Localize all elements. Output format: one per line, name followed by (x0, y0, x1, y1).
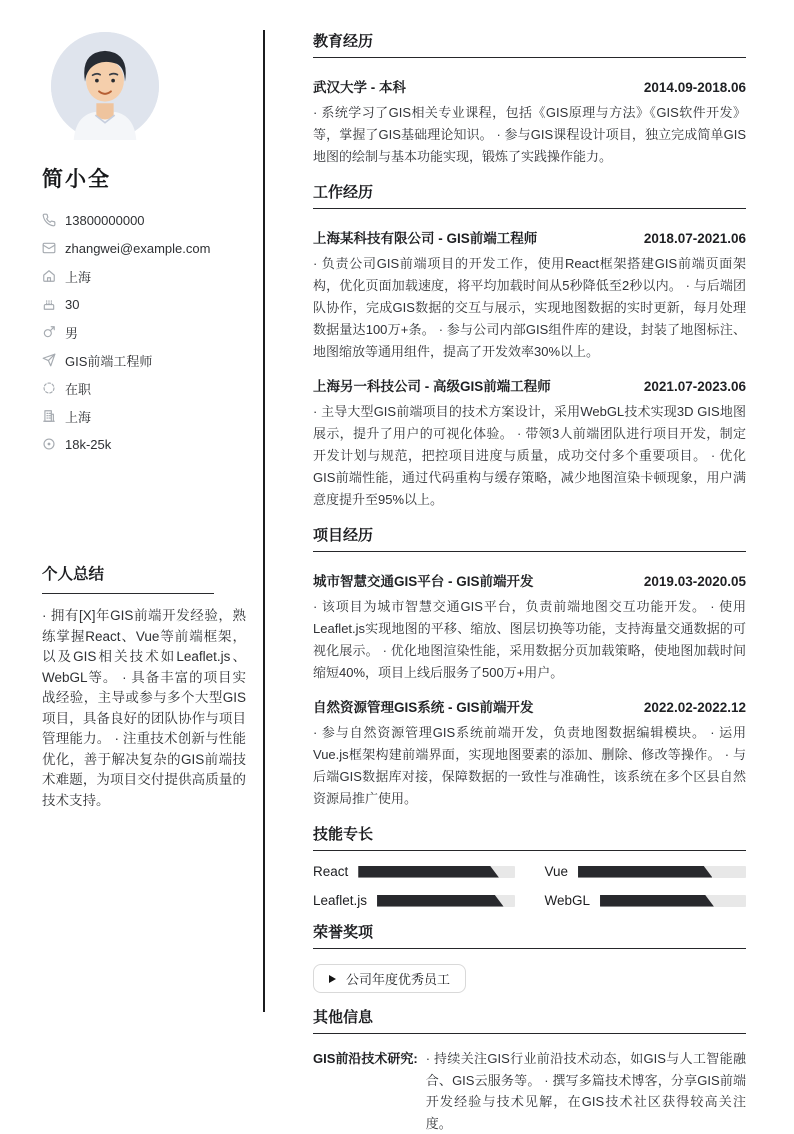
home-icon (42, 269, 56, 283)
phone-icon (42, 213, 56, 227)
cake-icon (42, 297, 56, 311)
skill-webgl (545, 893, 747, 908)
projects-title: 项目经历 (313, 526, 746, 552)
honors-title: 荣誉奖项 (313, 923, 746, 949)
education-entry (313, 76, 746, 168)
work-title: 工作经历 (313, 183, 746, 209)
education-entry-desc: · 系统学习了GIS相关专业课程，包括《GIS原理与方法》《GIS软件开发》等，掌握了GIS基础理论知识。 · 参与GIS课程设计项目，独立完成简单GIS地图的绘制与基本功能实现，锻炼了实践操作能力。 (313, 105, 746, 164)
skill-bar (377, 895, 514, 907)
work-section (313, 183, 746, 511)
contact-job-intention (42, 346, 246, 374)
skill-label: Vue (544, 864, 569, 879)
project-entry-desc: · 该项目为城市智慧交通GIS平台，负责前端地图交互功能开发。 · 使用Leaflet.js实现地图的平移、缩放、图层切换等功能，支持海量交通数据的可视化展示。 · 优化地图渲染性能，采用数据分页加载策略，使地图加载时间缩短40%，项目上线后服务了500万+用户。 (313, 599, 746, 680)
summary-section (42, 562, 246, 811)
project-entry-name: 城市智慧交通GIS平台 - GIS前端开发 (313, 574, 534, 589)
project-entry (313, 696, 746, 810)
skill-react (313, 864, 515, 879)
sidebar (42, 32, 246, 811)
skill-label: Leaflet.js (313, 893, 368, 908)
work-entry-date: 2018.07-2021.06 (643, 231, 746, 246)
work-entry (313, 227, 746, 363)
education-entry-name: 武汉大学 - 本科 (313, 80, 406, 95)
work-entry (313, 375, 746, 511)
contact-status-value: 在职 (65, 381, 92, 397)
skill-bar (578, 866, 746, 878)
column-divider (263, 30, 265, 1012)
project-entry-date: 2022.02-2022.12 (643, 700, 746, 715)
award-label: 公司年度优秀员工 (346, 972, 451, 987)
summary-text: · 拥有[X]年GIS前端开发经验，熟练掌握React、Vue等前端框架，以及GIS相关技术如Leaflet.js、WebGL等。 · 具备丰富的项目实战经验，主导或参与多个大型GIS项目，具备良好的团队协作与项目管理能力。 · 注重技术创新与性能优化，善于解决复杂的GIS前端技术难题，为项目交付提供高质量的技术支持。 (42, 608, 246, 808)
skill-bar-fill (377, 895, 503, 907)
contact-email-value: zhangwei@example.com (65, 240, 211, 256)
triangle-bullet-icon (329, 975, 336, 983)
work-entry-name: 上海另一科技公司 - 高级GIS前端工程师 (313, 379, 551, 394)
skill-label: React (313, 864, 349, 879)
contact-job-value: GIS前端工程师 (65, 353, 153, 369)
summary-title: 个人总结 (42, 562, 214, 594)
education-entry-date: 2014.09-2018.06 (643, 80, 746, 95)
profile-photo (51, 32, 159, 140)
gender-icon (42, 325, 56, 339)
project-entry-date: 2019.03-2020.05 (643, 574, 746, 589)
skills-title: 技能专长 (313, 825, 746, 851)
work-entry-date: 2021.07-2023.06 (643, 379, 746, 394)
work-entry-desc: · 主导大型GIS前端项目的技术方案设计，采用WebGL技术实现3D GIS地图展示，提升了用户的可视化体验。 · 带领3人前端团队进行项目开发，制定开发计划与规范，把控项目进度与质量，成功交付多个重要项目。 · 优化GIS前端性能，通过代码重构与缓存策略，减少地图渲染卡顿现象，用户满意度提升至95%以上。 (313, 404, 746, 507)
skill-label: WebGL (544, 893, 591, 908)
other-info-section (313, 1008, 746, 1134)
skill-bar (358, 866, 514, 878)
project-entry-desc: · 参与自然资源管理GIS系统前端开发，负责地图数据编辑模块。 · 运用Vue.js框架构建前端界面，实现地图要素的添加、删除、修改等操作。 · 与后端GIS数据库对接，保障数据的一致性与准确性，该系统在多个区县自然资源局推广使用。 (313, 725, 746, 806)
main-column (313, 32, 746, 1134)
work-entry-desc: · 负责公司GIS前端项目的开发工作，使用React框架搭建GIS前端页面架构，优化页面加载速度，将平均加载时间从5秒降低至2秒以内。 · 与后端团队协作，完成GIS数据的交互与展示，实现地图数据的实时更新，每月处理数据量达100万+条。 · 参与公司内部GIS组件库的建设，封装了地图标注、地图缩放等通用组件，提高了开发效率30%以上。 (313, 256, 746, 359)
skill-bar-fill (578, 866, 712, 878)
contact-phone-value: 13800000000 (65, 212, 145, 228)
other-info-title: 其他信息 (313, 1008, 746, 1034)
contact-list (42, 206, 246, 458)
contact-gender-value: 男 (65, 325, 79, 341)
candidate-name: 简小全 (42, 168, 111, 191)
paper-plane-icon (42, 353, 56, 367)
contact-salary-value: 18k-25k (65, 436, 112, 452)
contact-age-value: 30 (65, 296, 80, 312)
contact-location-value: 上海 (65, 269, 92, 285)
work-entry-name: 上海某科技有限公司 - GIS前端工程师 (313, 231, 538, 246)
project-entry (313, 570, 746, 684)
other-info-text: · 持续关注GIS行业前沿技术动态，如GIS与人工智能融合、GIS云服务等。 · 撰写多篇技术博客，分享GIS前端开发经验与技术见解，在GIS技术社区获得较高关注度。 (425, 1051, 746, 1131)
projects-section (313, 526, 746, 810)
other-info-label: GIS前沿技术研究: (313, 1051, 418, 1066)
project-entry-name: 自然资源管理GIS系统 - GIS前端开发 (313, 700, 534, 715)
contact-salary (42, 430, 246, 458)
contact-location (42, 262, 246, 290)
skill-leaflet (313, 893, 515, 908)
honors-section (313, 923, 746, 993)
contact-city (42, 402, 246, 430)
skill-vue (545, 864, 747, 879)
skill-bar-fill (358, 866, 499, 878)
award-badge (313, 964, 466, 993)
avatar-illustration (51, 32, 159, 140)
status-icon (42, 381, 56, 395)
contact-phone (42, 206, 246, 234)
contact-city-value: 上海 (65, 409, 92, 425)
contact-gender (42, 318, 246, 346)
skills-grid (313, 864, 746, 908)
salary-icon (42, 437, 56, 451)
education-section (313, 32, 746, 168)
other-info-row (313, 1048, 746, 1134)
education-title: 教育经历 (313, 32, 746, 58)
skills-section (313, 825, 746, 908)
contact-age (42, 290, 246, 318)
building-icon (42, 409, 56, 423)
skill-bar (600, 895, 746, 907)
contact-status (42, 374, 246, 402)
email-icon (42, 241, 56, 255)
contact-email (42, 234, 246, 262)
skill-bar-fill (600, 895, 714, 907)
